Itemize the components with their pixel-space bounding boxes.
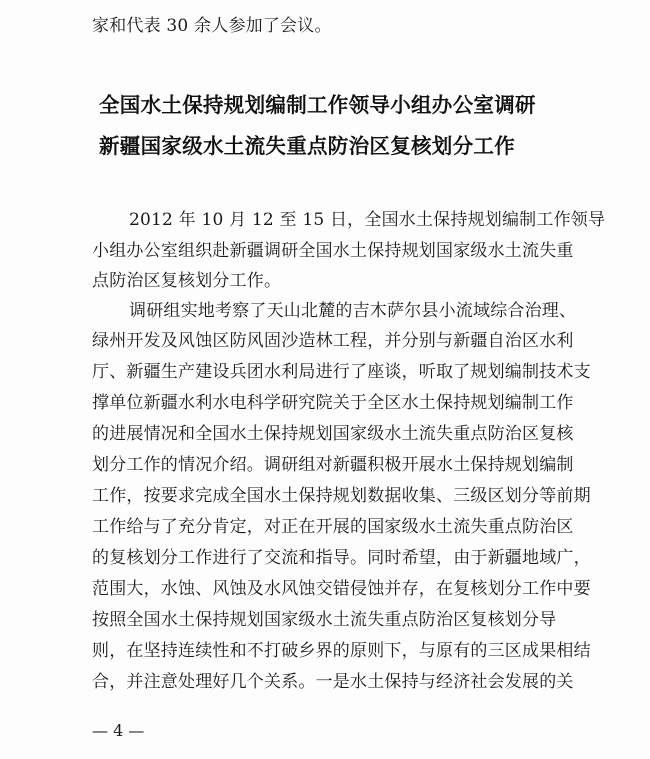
paragraph-2-line-6: 划分工作的情况介绍。调研组对新疆积极开展水土保持规划编制: [92, 455, 574, 475]
paragraph-2-line-11: 按照全国水土保持规划国家级水土流失重点防治区复核划分导: [92, 610, 557, 630]
paragraph-1-line-1: 2012 年 10 月 12 至 15 日，全国水土保持规划编制工作领导: [129, 210, 606, 230]
paragraph-2-line-7: 工作，按要求完成全国水土保持规划数据收集、三级区划分等前期: [92, 486, 591, 506]
paragraph-2-line-8: 工作给与了充分肯定，对正在开展的国家级水土流失重点防治区: [92, 517, 574, 537]
paragraph-2-line-5: 的进展情况和全国水土保持规划国家级水土流失重点防治区复核: [92, 424, 574, 444]
paragraph-1-line-3: 点防治区复核划分工作。: [92, 271, 282, 291]
title-line-2: 新疆国家级水土流失重点防治区复核划分工作: [99, 134, 515, 158]
continued-text-line: 家和代表 30 余人参加了会议。: [92, 16, 332, 36]
paragraph-2-line-10: 范围大，水蚀、风蚀及水风蚀交错侵蚀并存，在复核划分工作中要: [92, 579, 591, 599]
paragraph-2-line-4: 撑单位新疆水利水电科学研究院关于全区水土保持规划编制工作: [92, 393, 574, 413]
page-number: — 4 —: [92, 721, 145, 740]
paragraph-2-line-1: 调研组实地考察了天山北麓的吉木萨尔县小流域综合治理、: [129, 301, 577, 321]
paragraph-2-line-12: 则，在坚持连续性和不打破乡界的原则下，与原有的三区成果相结: [92, 641, 591, 661]
paragraph-2-line-9: 的复核划分工作进行了交流和指导。同时希望，由于新疆地域广，: [92, 548, 591, 568]
paragraph-2-line-3: 厅、新疆生产建设兵团水利局进行了座谈，听取了规划编制技术支: [92, 362, 591, 382]
paragraph-1-line-2: 小组办公室组织赴新疆调研全国水土保持规划国家级水土流失重: [92, 241, 574, 261]
paragraph-2-line-2: 绿州开发及风蚀区防风固沙造林工程，并分别与新疆自治区水利: [92, 331, 574, 351]
title-line-1: 全国水土保持规划编制工作领导小组办公室调研: [99, 93, 536, 117]
paragraph-2-line-13: 合，并注意处理好几个关系。一是水土保持与经济社会发展的关: [92, 672, 574, 692]
